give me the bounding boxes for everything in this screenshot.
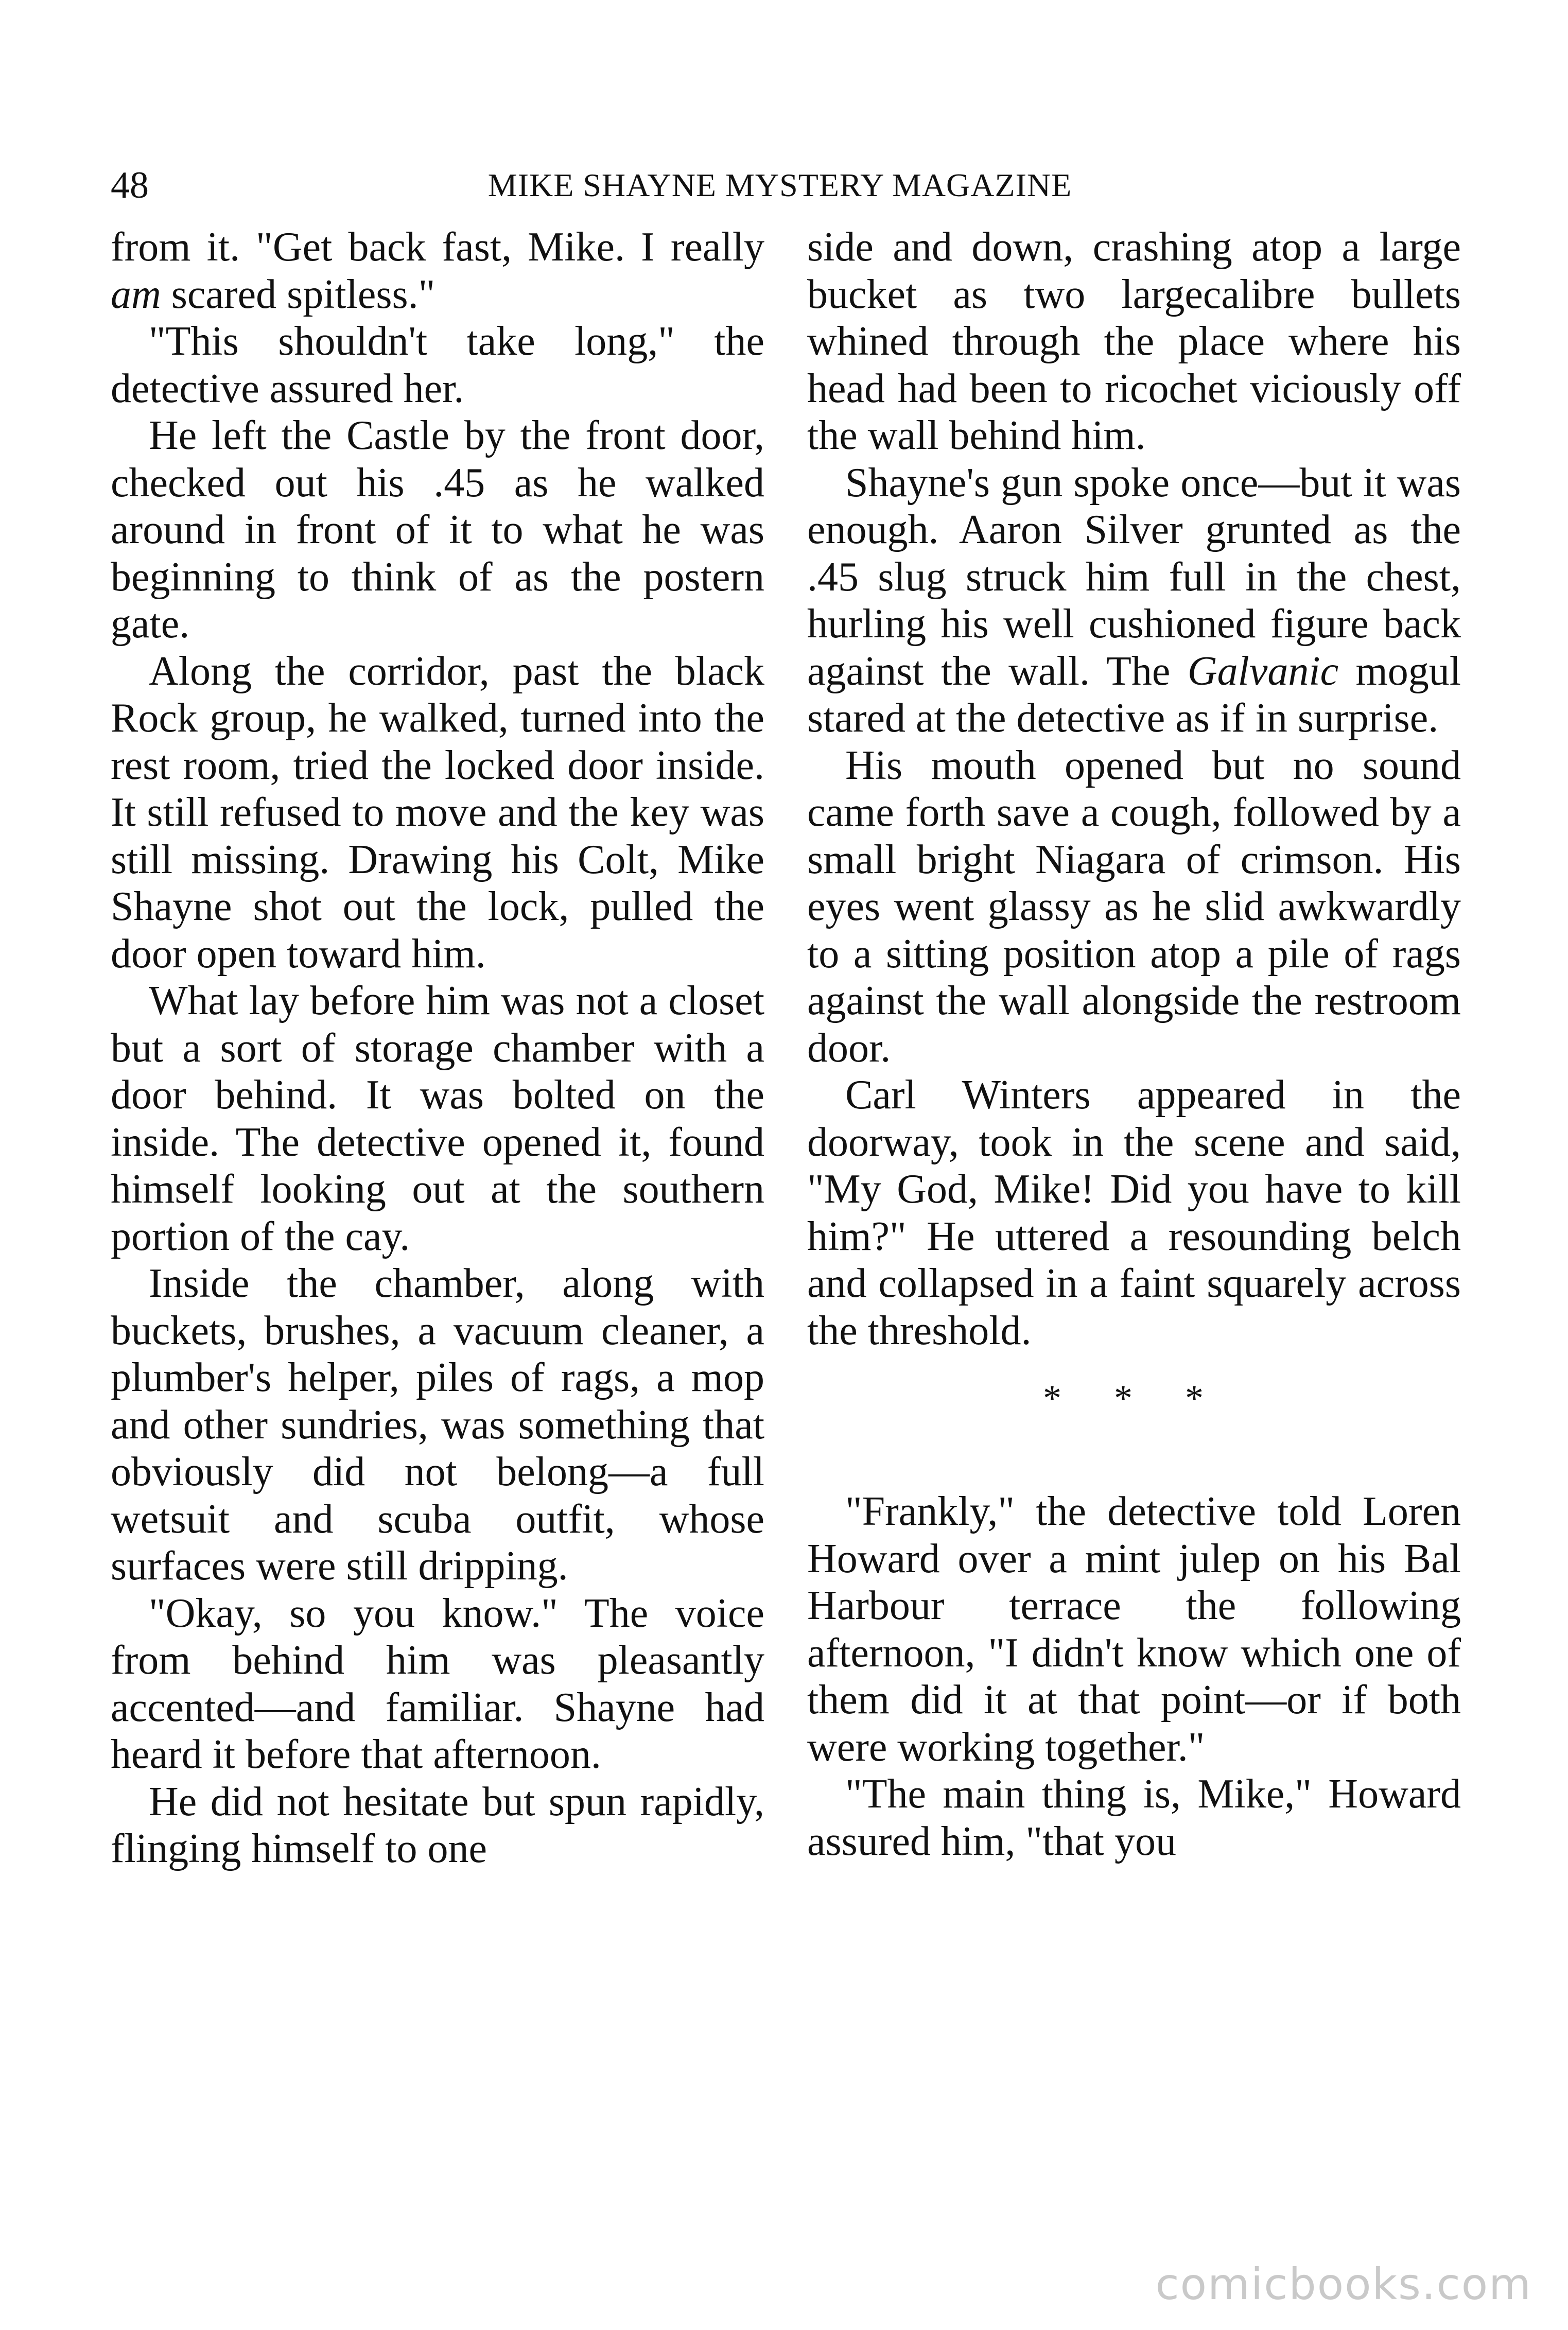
paragraph: Carl Winters appeared in the doorway, took in the scene and said, "My God, Mike! Did you have to kill him?" He uttered a resounding belch and collapsed in a faint squarely across the threshold. [807, 1072, 1461, 1353]
paragraph: His mouth opened but no sound came forth save a cough, followed by a small bright Niagara of crimson. His eyes went glassy as he slid awkwardly to a sitting position atop a pile of rags against the wall alongside the restroom door. [807, 742, 1461, 1071]
paragraph: What lay before him was not a closet but a sort of storage chamber with a door behind. It was bolted on the inside. The detective opened it, found himself looking out at the southern portion of the cay. [111, 978, 764, 1259]
paragraph: "Okay, so you know." The voice from behind him was pleasantly accented—and familiar. Shayne had heard it before that afternoon. [111, 1590, 764, 1777]
paragraph: "The main thing is, Mike," Howard assured him, "that you [807, 1771, 1461, 1864]
emphasis: Galvanic [1187, 648, 1339, 694]
paragraph: Shayne's gun spoke once—but it was enough. Aaron Silver grunted as the .45 slug struck him full in the chest, hurling his well cushioned figure back against the wall. The Galvanic mogul stared at the detective as if in surprise. [807, 460, 1461, 741]
paragraph: side and down, crashing atop a large bucket as two largecalibre bullets whined through the place where his head had been to ricochet viciously off the wall behind him. [807, 224, 1461, 458]
emphasis: am [111, 271, 161, 317]
running-title: MIKE SHAYNE MYSTERY MAGAZINE [487, 167, 1072, 203]
paragraph: Inside the chamber, along with buckets, brushes, a vacuum cleaner, a plumber's helper, piles of rags, a mop and other sundries, was something that obviously did not belong—a full wetsuit and scuba outfit, whose surfaces were still dripping. [111, 1261, 764, 1589]
page-number: 48 [111, 164, 149, 206]
text-column-left [111, 224, 764, 1873]
paragraph: Along the corridor, past the black Rock group, he walked, turned into the rest room, tried the locked door inside. It still refused to move and the key was still missing. Drawing his Colt, Mike Shayne shot out the lock, pulled the door open toward him. [111, 648, 764, 977]
paragraph: "This shouldn't take long," the detective assured her. [111, 319, 764, 411]
watermark: comicbooks.com [1155, 2259, 1532, 2309]
section-break: * * * [1043, 1378, 1225, 1419]
paragraph: "Frankly," the detective told Loren Howard over a mint julep on his Bal Harbour terrace the following afternoon, "I didn't know which one of them did it at that point—or if both were working together." [807, 1489, 1461, 1770]
text-column-right [807, 224, 1461, 1865]
paragraph: from it. "Get back fast, Mike. I really am scared spitless." [111, 224, 764, 317]
paragraph: He did not hesitate but spun rapidly, flinging himself to one [111, 1779, 764, 1871]
paragraph: He left the Castle by the front door, checked out his .45 as he walked around in front of it to what he was beginning to think of as the postern gate. [111, 413, 764, 647]
page-header [111, 154, 1449, 216]
